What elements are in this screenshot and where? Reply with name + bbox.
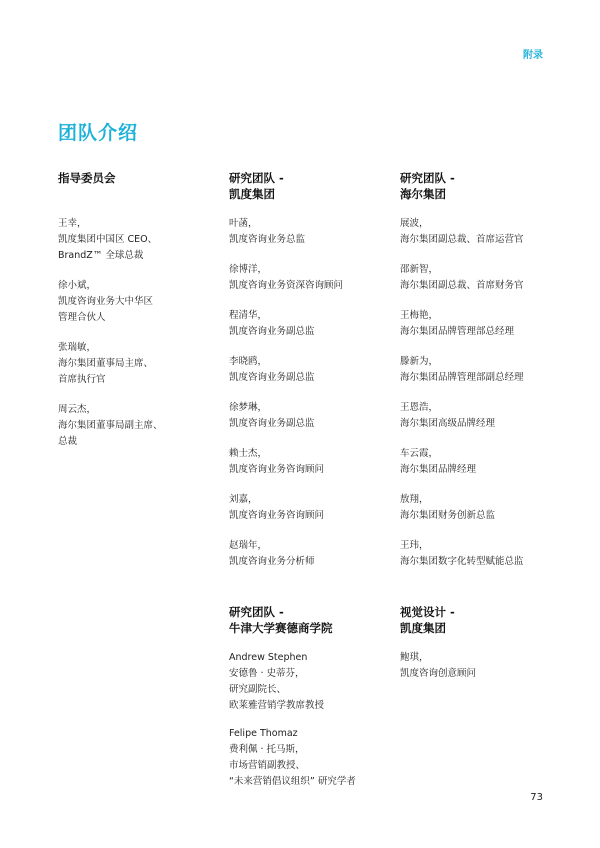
section-title bbox=[400, 170, 570, 216]
member-entry bbox=[400, 354, 570, 386]
member-role: 海尔集团品牌经理 bbox=[400, 464, 477, 475]
member-role: BrandZ™ 全球总裁 bbox=[58, 250, 144, 261]
member-list bbox=[400, 650, 570, 682]
member-list bbox=[229, 216, 399, 570]
member-list bbox=[58, 216, 228, 450]
section-title-line: 视觉设计 - bbox=[400, 605, 455, 619]
column-research-kantar bbox=[229, 170, 399, 584]
member-name: 叶菡， bbox=[229, 218, 258, 229]
member-entry bbox=[229, 308, 399, 340]
member-role: 海尔集团副总裁、首席运营官 bbox=[400, 234, 524, 245]
member-name: 赖士杰， bbox=[229, 448, 268, 459]
member-role: 海尔集团高级品牌经理 bbox=[400, 418, 496, 429]
section-title bbox=[229, 604, 399, 650]
member-role: 海尔集团副总裁、首席财务官 bbox=[400, 280, 524, 291]
member-entry bbox=[229, 492, 399, 524]
header-tag: 附录 bbox=[523, 50, 543, 61]
member-entry bbox=[229, 726, 399, 790]
member-name: 李晓鸥， bbox=[229, 356, 268, 367]
member-entry bbox=[400, 308, 570, 340]
member-name: 程清华， bbox=[229, 310, 268, 321]
member-name: 王恩浩， bbox=[400, 402, 439, 413]
section-title-line: 研究团队 - bbox=[229, 605, 284, 619]
member-role: 总裁 bbox=[58, 436, 78, 447]
member-name: Felipe Thomaz bbox=[229, 728, 298, 739]
member-entry bbox=[400, 446, 570, 478]
member-role: 凯度咨询业务咨询顾问 bbox=[229, 464, 325, 475]
member-list bbox=[400, 216, 570, 570]
member-entry bbox=[229, 538, 399, 570]
member-role: 凯度咨询业务资深咨询顾问 bbox=[229, 280, 344, 291]
member-entry bbox=[229, 400, 399, 432]
section-title bbox=[58, 170, 228, 216]
member-role: 海尔集团数字化转型赋能总监 bbox=[400, 556, 524, 567]
section-title-line: 研究团队 - bbox=[229, 171, 284, 185]
section-title-line: 指导委员会 bbox=[58, 171, 116, 185]
member-entry bbox=[400, 216, 570, 248]
member-role: 凯度咨询业务咨询顾问 bbox=[229, 510, 325, 521]
member-name: 王玮， bbox=[400, 540, 429, 551]
member-role: 凯度咨询业务副总监 bbox=[229, 326, 315, 337]
member-role: 海尔集团董事局主席、 bbox=[58, 358, 154, 369]
section-title-line: 牛津大学赛德商学院 bbox=[229, 621, 333, 635]
member-name: 徐博洋， bbox=[229, 264, 268, 275]
member-entry bbox=[58, 278, 228, 326]
member-entry bbox=[400, 492, 570, 524]
member-role: 安德鲁 · 史蒂芬， bbox=[229, 668, 305, 679]
member-entry bbox=[400, 650, 570, 682]
member-role: 海尔集团财务创新总监 bbox=[400, 510, 496, 521]
member-name: 王梅艳， bbox=[400, 310, 439, 321]
member-role: 凯度咨询业务副总监 bbox=[229, 418, 315, 429]
member-name: 敖翔， bbox=[400, 494, 429, 505]
member-entry bbox=[400, 262, 570, 294]
member-name: 徐小斌， bbox=[58, 280, 97, 291]
member-name: 展波， bbox=[400, 218, 429, 229]
column-steering-committee bbox=[58, 170, 228, 464]
member-entry bbox=[229, 446, 399, 478]
member-role: 凯度集团中国区 CEO、 bbox=[58, 234, 158, 245]
section-title bbox=[400, 604, 570, 650]
member-role: 管理合伙人 bbox=[58, 312, 106, 323]
column-research-oxford bbox=[229, 604, 399, 802]
member-name: 车云霞， bbox=[400, 448, 439, 459]
section-title-line: 海尔集团 bbox=[400, 187, 446, 201]
member-role: 凯度咨询业务分析师 bbox=[229, 556, 315, 567]
section-title bbox=[229, 170, 399, 216]
member-role: 欧莱雅营销学教席教授 bbox=[229, 700, 325, 711]
member-role: 凯度咨询创意顾问 bbox=[400, 668, 477, 679]
member-role: 市场营销副教授、 bbox=[229, 760, 306, 771]
member-role: 费利佩 · 托马斯， bbox=[229, 744, 305, 755]
member-entry bbox=[58, 216, 228, 264]
member-entry bbox=[400, 538, 570, 570]
member-name: 滕新为， bbox=[400, 356, 439, 367]
section-title-line: 凯度集团 bbox=[400, 621, 446, 635]
member-list bbox=[229, 650, 399, 790]
member-entry bbox=[229, 216, 399, 248]
member-role: 海尔集团品牌管理部总经理 bbox=[400, 326, 515, 337]
member-entry bbox=[58, 340, 228, 388]
member-role: 海尔集团品牌管理部副总经理 bbox=[400, 372, 524, 383]
section-title-line: 研究团队 - bbox=[400, 171, 455, 185]
section-title-line: 凯度集团 bbox=[229, 187, 275, 201]
member-role: 凯度咨询业务总监 bbox=[229, 234, 306, 245]
member-name: 邵新智， bbox=[400, 264, 439, 275]
column-research-haier bbox=[400, 170, 570, 584]
member-role: 凯度咨询业务大中华区 bbox=[58, 296, 154, 307]
page-title: 团队介绍 bbox=[58, 122, 139, 144]
member-entry bbox=[58, 402, 228, 450]
member-name: 张瑞敏， bbox=[58, 342, 97, 353]
member-role: “未来营销倡议组织” 研究学者 bbox=[229, 776, 356, 787]
member-name: 王幸， bbox=[58, 218, 87, 229]
member-entry bbox=[229, 354, 399, 386]
member-name: 周云杰， bbox=[58, 404, 97, 415]
member-name: 鲍琪， bbox=[400, 652, 429, 663]
member-role: 凯度咨询业务副总监 bbox=[229, 372, 315, 383]
member-role: 首席执行官 bbox=[58, 374, 106, 385]
member-name: 刘嘉， bbox=[229, 494, 258, 505]
member-entry bbox=[229, 262, 399, 294]
member-role: 研究副院长、 bbox=[229, 684, 287, 695]
page-number: 73 bbox=[530, 792, 543, 803]
member-role: 海尔集团董事局副主席、 bbox=[58, 420, 163, 431]
member-name: Andrew Stephen bbox=[229, 652, 308, 663]
member-name: 赵瑞年， bbox=[229, 540, 268, 551]
member-entry bbox=[400, 400, 570, 432]
member-entry bbox=[229, 650, 399, 714]
member-name: 徐梦琳， bbox=[229, 402, 268, 413]
column-visual-design bbox=[400, 604, 570, 694]
